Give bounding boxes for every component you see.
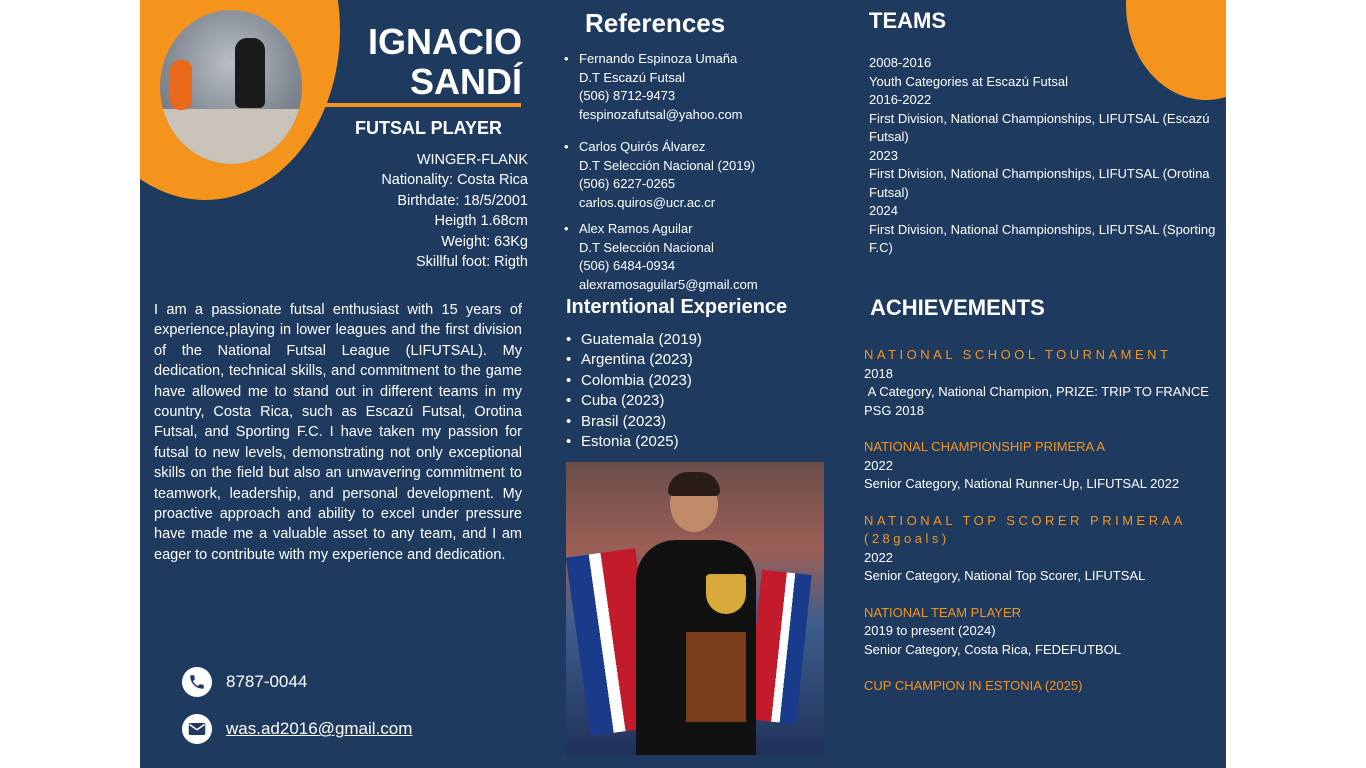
team-desc: First Division, National Championships, LIFUTSAL (Orotina Futsal) [869, 166, 1210, 200]
achievement-desc: Senior Category, National Runner-Up, LIFUTSAL 2022 [864, 476, 1180, 491]
detail-birthdate: Birthdate: 18/5/2001 [397, 192, 528, 209]
achievement-item [864, 604, 1214, 660]
achievement-item [864, 512, 1214, 586]
references-list [564, 50, 824, 294]
team-period: 2023 [869, 147, 898, 163]
reference-item: • Carlos Quirós Álvarez D.T Selección Nacional (2019) (506) 6227-0265 carlos.quiros@ucr.ac.cr [564, 138, 824, 212]
player-role: FUTSAL PLAYER [354, 118, 502, 138]
achievement-heading: NATIONAL CHAMPIONSHIP PRIMERA A [864, 439, 1106, 454]
phone-number: 8787-0044 [226, 672, 308, 691]
detail-height: Heigth 1.68cm [434, 213, 528, 230]
profile-photo [160, 10, 302, 164]
email-link[interactable]: was.ad2016@gmail.com [226, 719, 413, 738]
achievement-heading: NATIONAL TOP SCORER PRIMERAA (28goals) [864, 512, 1186, 546]
player-details [340, 150, 528, 272]
experience-title: Interntional Experience [566, 296, 788, 318]
detail-nationality: Nationality: Costa Rica [381, 172, 528, 189]
achievement-item [864, 677, 1214, 696]
player-bio: I am a passionate futsal enthusiast with 15 years of experience,playing in lower leagues and the first division of the National Futsal League (LIFUTSAL). My dedication, technical skills, and commitment to the game have allowed me to stand out in different teams in my country, Costa Rica, such as Escazú Futsal, Orotina Futsal, and Sporting F.C. I have taken my passion for futsal to new levels, demonstrating not only exceptional skills on the field but also an unwavering commitment to teamwork, leadership, and personal development. My proactive approach and ability to excel under pressure have made me a valuable asset to any team, and I am eager to contribute with my experience and dedication. [154, 302, 522, 563]
achievement-item [864, 438, 1214, 494]
experience-item: • Argentina (2023) [566, 350, 702, 370]
team-desc: First Division, National Championships, LIFUTSAL (Escazú Futsal) [869, 110, 1210, 144]
name-first: IGNACIO [367, 21, 522, 62]
contact-email [182, 714, 412, 744]
detail-foot: Skillful foot: Rigth [415, 254, 528, 271]
name-last: SANDÍ [409, 61, 522, 102]
reference-item: • Fernando Espinoza Umaña D.T Escazú Futsal (506) 8712-9473 fespinozafutsal@yahoo.com [564, 50, 824, 124]
achievements-title: ACHIEVEMENTS [870, 295, 1045, 320]
teams-list [869, 54, 1219, 258]
achievement-item [864, 346, 1214, 420]
detail-weight: Weight: 63Kg [441, 233, 528, 250]
references-title: References [585, 8, 726, 38]
achievement-desc: Senior Category, National Top Scorer, LIFUTSAL [864, 568, 1146, 583]
achievements-list [864, 346, 1214, 696]
team-period: 2016-2022 [869, 92, 932, 107]
teams-title: TEAMS [869, 8, 946, 33]
experience-item: • Colombia (2023) [566, 371, 702, 391]
achievement-heading: NATIONAL TEAM PLAYER [864, 604, 1022, 620]
detail-position: WINGER-FLANK [416, 152, 528, 168]
trophy-photo [566, 462, 824, 755]
achievement-year: 2018 [864, 365, 893, 381]
name-underline [318, 103, 521, 107]
achievement-desc: A Category, National Champion, PRIZE: TRIP TO FRANCE PSG 2018 [864, 384, 1213, 418]
achievement-desc: Senior Category, Costa Rica, FEDEFUTBOL [864, 641, 1121, 657]
experience-item: • Brasil (2023) [566, 412, 702, 432]
contact-phone [182, 667, 307, 697]
reference-item: • Alex Ramos Aguilar D.T Selección Nacional (506) 6484-0934 alexramosaguilar5@gmail.com [564, 220, 824, 294]
experience-item: • Cuba (2023) [566, 391, 702, 411]
experience-list [566, 330, 702, 452]
mail-icon [182, 714, 212, 744]
team-period: 2024 [869, 203, 898, 218]
achievement-year: 2022 [864, 549, 893, 565]
experience-item: • Guatemala (2019) [566, 330, 702, 350]
team-desc: First Division, National Championships, LIFUTSAL (Sporting F.C) [869, 221, 1216, 255]
experience-item: • Estonia (2025) [566, 432, 702, 452]
achievement-year: 2022 [864, 457, 893, 473]
player-name [350, 22, 522, 102]
resume-sheet [140, 0, 1226, 768]
achievement-heading: NATIONAL SCHOOL TOURNAMENT [864, 347, 1172, 362]
phone-icon [182, 667, 212, 697]
team-desc: Youth Categories at Escazú Futsal [869, 73, 1068, 89]
achievement-heading: CUP CHAMPION IN ESTONIA (2025) [864, 678, 1083, 693]
team-period: 2008-2016 [869, 55, 932, 70]
achievement-year: 2019 to present (2024) [864, 623, 996, 638]
